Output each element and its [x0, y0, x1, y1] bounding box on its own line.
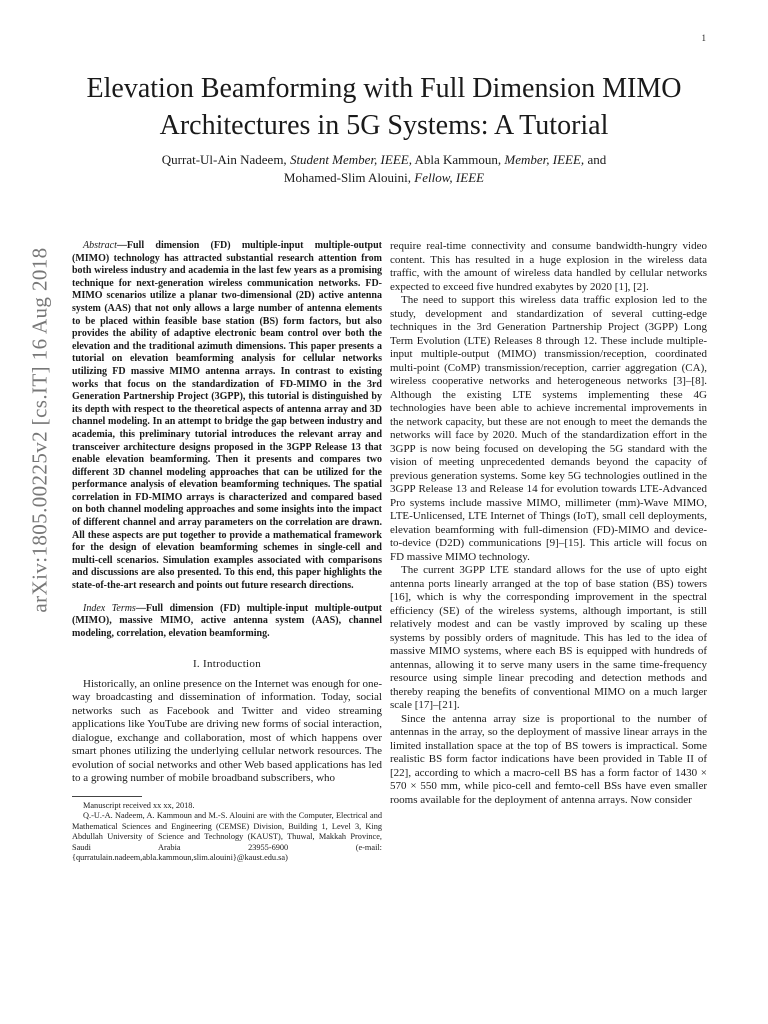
- index-terms: [72, 603, 382, 641]
- right-column: [390, 240, 707, 807]
- index-terms-text: —Full dimension (FD) multiple-input multiple-output (MIMO), massive MIMO, active antenna system (AAS), channel modeling, correlation, elevation beamforming.: [72, 602, 383, 639]
- index-terms-lead: Index Terms: [83, 602, 136, 614]
- right-paragraph-1: The need to support this wireless data traffic explosion led to the study, development and standardization of several cutting-edge techniques in the 3rd Generation Partnership Project (3GPP) Long Term Evolution (LTE) Releases 8 through 12. These include multiple-input multiple-output (MIMO) transmission/reception, coordinated multi-point (CoMP) transmission/reception, carrier aggregation (CA), wireless cooperative networks and heterogeneous networks [3]–[8]. Although the existing LTE systems implementing these 4G technologies have been able to achieve incremental improvements in the network capacity, but these are not enough to meet the demands the networks will face by 2020. Much of the standardization effort in the 3GPP is now being focused on developing the 5G standard with the vision of meeting unprecedented demands beyond the capacity of previous generation systems. Some key 5G technologies outlined in the 3GPP Release 13 and Release 14 for evolution towards LTE-Advanced Pro systems include massive MIMO, millimeter (mm)-Wave MIMO, LTE-Unlicensed, LTE Internet of Things (IoT), small cell deployments, elevation beamforming with full-dimension (FD)-MIMO and device-to-device (D2D) communications [9]–[15]. This article will focus on FD massive MIMO technology.: [390, 294, 707, 563]
- arxiv-stamp: [10, 150, 70, 710]
- author-3: Mohamed-Slim Alouini,: [283, 170, 415, 185]
- page-number: 1: [701, 33, 706, 43]
- author-1-role: Student Member, IEEE,: [289, 152, 412, 167]
- author-list: [80, 151, 688, 187]
- abstract: [72, 240, 382, 593]
- abstract-lead: Abstract: [83, 240, 117, 251]
- author-2: Abla Kammoun,: [411, 152, 505, 167]
- right-paragraph-0: require real-time connectivity and consume bandwidth-hungry video content. This has resulted in a huge explosion in the wireless data traffic, with the amount of wireless data handled by cellular networks expected to exceed five hundred exabytes by 2020 [1], [2].: [390, 240, 707, 293]
- paper-title: Elevation Beamforming with Full Dimension MIMO Architectures in 5G Systems: A Tutorial: [86, 73, 682, 141]
- left-column: [72, 240, 382, 864]
- abstract-text: —Full dimension (FD) multiple-input multiple-output (MIMO) technology has attracted substantial research attention from both wireless industry and academia in the last few years as a promising technique for next-generation wireless communication networks. FD-MIMO scenarios utilize a planar two-dimensional (2D) active antenna system (AAS) that not only allows a large number of antenna elements to be placed within feasible base station (BS) form factors, but also provides the ability of adaptive electronic beam control over both the elevation and the traditional azimuth dimensions. This paper presents a tutorial on elevation beamforming analysis for cellular networks utilizing FD massive MIMO antenna arrays. In contrast to existing works that focus on the standardization of FD-MIMO in the 3rd Generation Partnership Project (3GPP), this tutorial is distinguished by its depth with respect to the theoretical aspects of antenna array and 3D channel modeling. In an attempt to bridge the gap between industry and academia, this preliminary tutorial introduces the relevant array and transceiver architecture designs proposed in the 3GPP Release 13 that enable elevation beamforming. Then it presents and compares two different 3D channel modeling approaches that can be utilized for the performance analysis of elevation beamforming techniques. The spatial correlation in FD-MIMO arrays is characterized and compared based on both channel modeling approaches and some insights into the impact of different channel and array parameters on the correlation are drawn. All these aspects are put together to provide a mathematical framework for the design of elevation beamforming schemes in single-cell and multi-cell scenarios. Simulation examples associated with comparisons and discussions are also presented. To this end, this paper highlights the state-of-the-art research and points out future research directions.: [72, 240, 382, 592]
- author-1: Qurrat-Ul-Ain Nadeem,: [161, 152, 290, 167]
- right-paragraph-2: The current 3GPP LTE standard allows for the use of upto eight antenna ports linearly arranged at the top of base station (BS) towers [16], which is why the corresponding improvement in the spectral efficiency (SE) of the wireless systems, although important, is still relatively modest and can be vastly improved by scaling up these systems by possibly orders of magnitude. This has led to the idea of massive MIMO systems, where each BS is equipped with hundreds of antennas, allowing it to serve many users in the same time-frequency resource using simple linear precoding and detection methods and thereby reaping the benefits of conventional MIMO on a much larger scale [17]–[21].: [390, 564, 707, 711]
- author-3-role: Fellow, IEEE: [414, 170, 485, 185]
- footnote-divider: [72, 796, 142, 797]
- footnote-manuscript: Manuscript received xx xx, 2018.: [83, 800, 195, 810]
- arxiv-stamp-text: arXiv:1805.00225v2 [cs.IT] 16 Aug 2018: [27, 247, 52, 613]
- section-heading-introduction: I. Introduction: [192, 658, 262, 671]
- footnote-affiliation: Q.-U.-A. Nadeem, A. Kammoun and M.-S. Alouini are with the Computer, Electrical and Mathematical Sciences and Engineering (CEMSE) Division, Building 1, Level 3, King Abdullah University of Science and Technology (KAUST), Thuwal, Makkah Province, Saudi Arabia 23955-6900 (e-mail: {qurratulain.nadeem,abla.kammoun,slim.alouini}@kaust.edu.sa): [72, 811, 382, 862]
- right-paragraph-3: Since the antenna array size is proportional to the number of antennas in the array, so the deployment of massive linear arrays in the limited installation space at the top of BS towers is impractical. Some realistic BS form factor indications have been provided in Table II of [22], according to which a macro-cell BS has a form factor of 1430 × 570 × 550 mm, while pico-cell and femto-cell BSs have even smaller rooms available for the deployment of antenna arrays. Now consider: [390, 712, 707, 806]
- author-2-role: Member, IEEE,: [504, 152, 585, 167]
- author-conjunction: and: [584, 152, 607, 167]
- intro-paragraph-1: Historically, an online presence on the Internet was enough for one-way broadcasting and dissemination of information. Today, social networks such as Facebook and Twitter and video streaming applications like YouTube are driving new forms of social interaction, dialogue, exchange and collaboration, most of which happens over smart phones utilizing the underlying cellular network resources. The evolution of social networks and other Web based applications has led to a growing number of mobile broadband subscribers, who: [72, 677, 382, 784]
